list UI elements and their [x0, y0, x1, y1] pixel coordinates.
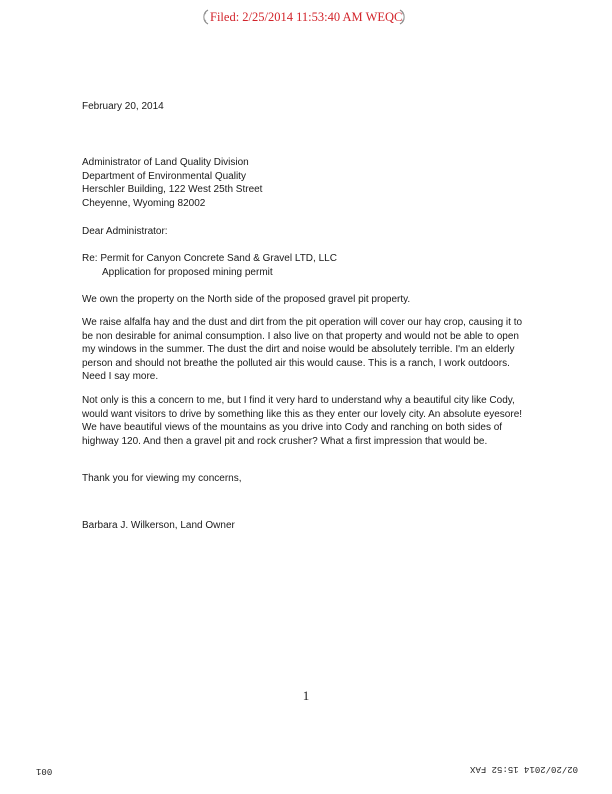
seal-right-icon: [398, 8, 412, 26]
paragraph-1: We own the property on the North side of the proposed gravel pit property.: [82, 294, 411, 305]
letter-date: February 20, 2014: [82, 101, 164, 112]
re-line-1: Re: Permit for Canyon Concrete Sand & Gravel LTD, LLC: [82, 253, 337, 264]
filing-stamp: [196, 8, 412, 26]
paragraph-2: We raise alfalfa hay and the dust and dirt from the pit operation will cover our hay crop, causing it to be non desirable for animal consumption. I also live on that property and would not be able to open my windows in the summer. The dust the dirt and noise would be absolutely terrible. I'm an elderly person and should not breathe the polluted air this would cause. This is a ranch, I work outdoors. Need I say more.: [82, 317, 523, 383]
re-subject: [82, 252, 532, 279]
address-line: Cheyenne, Wyoming 82002: [82, 197, 206, 209]
address-line: Herschler Building, 122 West 25th Street: [82, 184, 263, 196]
paragraph-3: Not only is this a concern to me, but I find it very hard to understand why a beautiful city like Cody, would want visitors to drive by something like this as they enter our lovely city. An absolute eyesore! We have beautiful views of the mountains as you drive into Cody and ranching on both sides of highway 120. And then a gravel pit and rock crusher? What a first impression that would be.: [82, 395, 523, 447]
signature: Barbara J. Wilkerson, Land Owner: [82, 520, 235, 531]
filing-stamp-text: Filed: 2/25/2014 11:53:40 AM WEQC: [210, 10, 403, 24]
address-line: Department of Environmental Quality: [82, 170, 246, 182]
page-number: 1: [302, 688, 310, 703]
fax-page-count: 001: [36, 766, 53, 776]
salutation: Dear Administrator:: [82, 226, 168, 237]
seal-left-icon: [196, 8, 210, 26]
closing: Thank you for viewing my concerns,: [82, 473, 242, 484]
fax-header: 02/20/2014 15:52 FAX: [470, 764, 579, 774]
address-line: Administrator of Land Quality Division: [82, 157, 249, 168]
re-line-2: Application for proposed mining permit: [102, 266, 273, 278]
recipient-address: [82, 156, 532, 210]
